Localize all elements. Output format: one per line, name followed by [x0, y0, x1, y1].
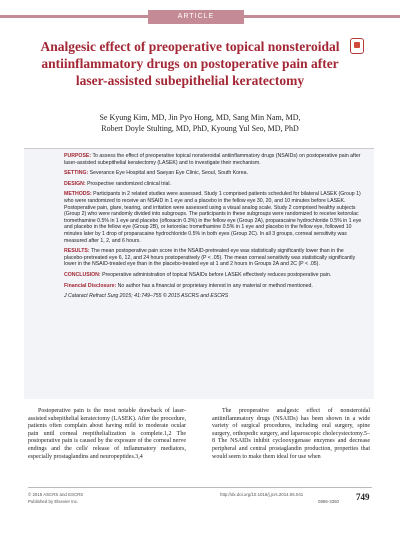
setting-text: Severance Eye Hospital and Saeyan Eye Clinic, Seoul, South Korea. — [89, 170, 248, 177]
abstract-disclosure — [64, 283, 364, 290]
footer-rule — [28, 487, 372, 488]
methods-text: Participants in 2 related studies were assessed. Study 1 comprised patients scheduled for bilateral LASEK (Group 1) who were randomized to receive an NSAID in 1 eye and a placebo in the fellow eye 30, 20, and 10 minutes before LASEK. Postoperative pain, glare, tearing, and irritation were assessed using a visual analog scale. Study 2 comprised healthy subjects (Group 2) who were randomly divided into subgroups. The participants in these subgroups were randomized to receive ketorolac tromethamine 0.5% in 1 eye and placebo (ofloxacin 0.3%) in the fellow eye (Group 2A), proparacaine hydrochloride 0.5% in 1 eye and placebo in the fellow eye (Group 2B), or ketorolac tromethamine 0.5% in 1 eye and placebo in the fellow eye, followed 10 minutes later by 1 drop of proparacaine hydrochloride 0.5% in both eyes (Group 2C). In all 3 groups, corneal sensitivity was measured after 1, 2, and 6 hours. — [64, 191, 362, 244]
design-label: DESIGN: — [64, 180, 86, 187]
article-title: Analgesic effect of preoperative topical nonsteroidal antiinflammatory drugs on postoperative pain after laser-assisted subepithelial keratectomy — [40, 39, 340, 88]
authors-line-1: Se Kyung Kim, MD, Jin Pyo Hong, MD, Sang Min Nam, MD, — [99, 113, 301, 122]
body-paragraph-right: The preoperative analgesic effect of nonsteroidal antiinflammatory drugs (NSAIDs) has been shown in a wide variety of surgical procedures, including oral surgery, spine surgery, orthopedic surgery, and laparoscopic cholecystectomy.5–8 The NSAIDs inhibit cyclooxygenase enzymes and decrease peripheral and central prostaglandin production, properties that would seem to make them ideal for use when — [212, 408, 370, 460]
purpose-text: To assess the effect of preoperative topical nonsteroidal antiinflammatory drugs (NSAIDs) on postoperative pain after laser-assisted subepithelial keratectomy (LASEK) and to investigate their mechanism. — [64, 153, 361, 166]
abstract-conclusion — [64, 272, 364, 279]
conclusion-text: Preoperative administration of topical NSAIDs before LASEK effectively reduces postoperative pain. — [102, 271, 332, 278]
abstract-design — [64, 181, 364, 188]
body-column-left — [28, 408, 186, 461]
authors-line-2: Robert Doyle Stulting, MD, PhD, Kyoung Yul Seo, MD, PhD — [101, 124, 299, 133]
disclosure-label: Financial Disclosure: — [64, 282, 117, 289]
body-paragraph-left: Postoperative pain is the most notable drawback of laser-assisted subepithelial keratectomy (LASEK). After the procedure, patients often complain about having mild to moderate ocular pain until corneal reepithelialization is complete.1,2 The postoperative pain is caused by the exposure of the corneal nerve endings and the cells' release of inflammatory mediators, especially prostaglandins and neuropeptides.3,4 — [28, 408, 186, 460]
methods-label: METHODS: — [64, 191, 92, 198]
section-label: ARTICLE — [148, 10, 244, 24]
purpose-label: PURPOSE: — [64, 153, 92, 159]
disclosure-text: No author has a financial or proprietary interest in any material or method mentioned. — [117, 282, 313, 289]
footer-doi[interactable]: http://dx.doi.org/10.1016/j.jcrs.2014.06.041 — [220, 492, 304, 497]
crossmark-icon[interactable] — [350, 38, 364, 54]
conclusion-label: CONCLUSION: — [64, 271, 101, 278]
abstract-purpose — [64, 153, 364, 166]
abstract-methods — [64, 191, 364, 244]
body-column-right — [212, 408, 370, 461]
footer-copyright: © 2015 ASCRS and ESCRS — [28, 492, 84, 497]
results-label: RESULTS: — [64, 248, 90, 255]
citation: J Cataract Refract Surg 2015; 41:749–755 © 2015 ASCRS and ESCRS — [64, 293, 229, 300]
authors — [40, 112, 360, 134]
page-number: 749 — [356, 492, 370, 502]
results-text: The mean postoperative pain score in the NSAID-pretreated eye was statistically significantly lower than in the placebo-pretreated eye 6, 12, and 24 hours postoperatively (P < .05). The mean corneal sensitivity was statistically significantly lower in the NSAID-treated eye than in the placebo-treated eye at 1 and 2 hours in Groups 2A and 2C (P < .05). — [64, 248, 356, 268]
design-text: Prospective randomized clinical trial. — [87, 180, 171, 187]
abstract-setting — [64, 170, 364, 177]
abstract-results — [64, 248, 364, 268]
abstract-box — [24, 148, 374, 399]
setting-label: SETTING: — [64, 170, 89, 177]
footer-issn: 0886-3350 — [318, 499, 339, 504]
footer-publisher: Published by Elsevier Inc. — [28, 499, 79, 504]
